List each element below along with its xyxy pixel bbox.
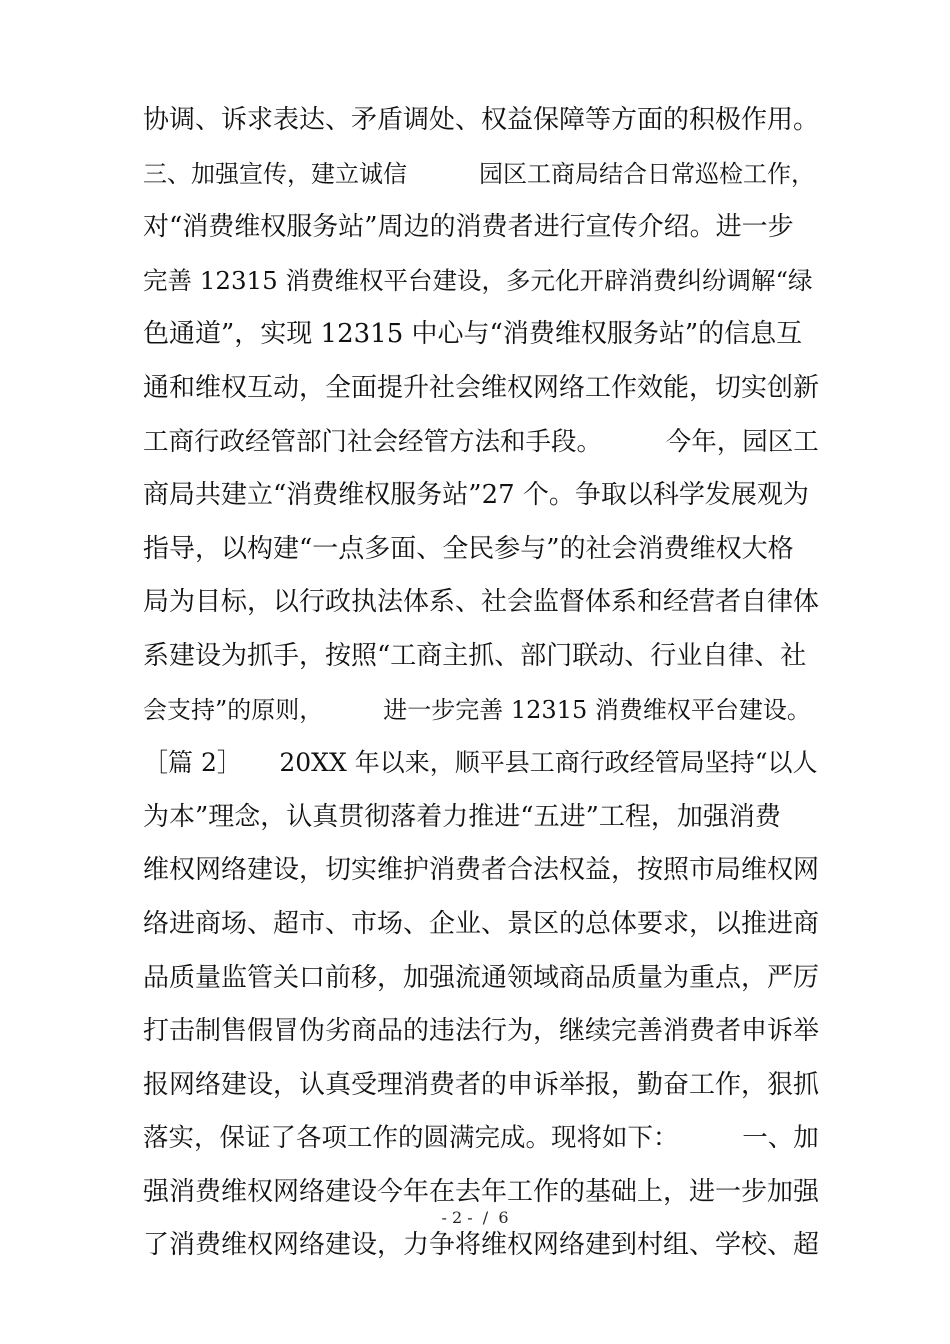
text-line: 工商行政经管部门社会经管方法和手段。 今年，园区工: [143, 426, 819, 457]
text-line: 商局共建立“消费维权服务站”27 个。争取以科学发展观为: [143, 480, 809, 511]
text-line: 会支持”的原则， 进一步完善 12315 消费维权平台建设。: [143, 695, 811, 724]
page-number: - 2 - / 6: [441, 1208, 509, 1227]
document-body: [143, 96, 823, 1275]
text-line: 完善 12315 消费维权平台建设，多元化开辟消费纠纷调解“绿: [143, 265, 813, 295]
text-line: 色通道”，实现 12315 中心与“消费维权服务站”的信息互: [143, 319, 803, 350]
text-line: 落实，保证了各项工作的圆满完成。现将如下： 一、加: [143, 1123, 819, 1154]
text-line: ［篇 2］ 20XX 年以来，顺平县工商行政经管局坚持“以人: [143, 748, 818, 778]
text-line: 协调、诉求表达、矛盾调处、权益保障等方面的积极作用。: [143, 105, 820, 135]
text-line: 为本”理念，认真贯彻落着力推进“五进”工程，加强消费: [143, 801, 781, 832]
text-line: 对“消费维权服务站”周边的消费者进行宣传介绍。进一步: [143, 212, 794, 243]
text-line: 报网络建设，认真受理消费者的申诉举报，勤奋工作，狠抓: [143, 1069, 820, 1100]
text-line: 局为目标，以行政执法体系、社会监督体系和经营者自律体: [143, 587, 820, 618]
text-line: 三、加强宣传，建立诚信 园区工商局结合日常巡检工作，: [143, 159, 815, 188]
text-line: 打击制售假冒伪劣商品的违法行为，继续完善消费者申诉举: [143, 1016, 820, 1047]
text-line: 指导，以构建“一点多面、全民参与”的社会消费维权大格: [143, 533, 794, 564]
text-line: 系建设为抓手，按照“工商主抓、部门联动、行业自律、社: [143, 640, 807, 671]
text-line: 了消费维权网络建设，力争将维权网络建到村组、学校、超: [143, 1230, 820, 1261]
text-line: 络进商场、超市、市场、企业、景区的总体要求，以推进商: [143, 908, 820, 939]
text-line: 维权网络建设，切实维护消费者合法权益，按照市局维权网: [143, 855, 820, 886]
text-line: 品质量监管关口前移，加强流通领域商品质量为重点，严厉: [143, 962, 820, 993]
text-line: 强消费维权网络建设今年在去年工作的基础上，进一步加强: [143, 1176, 820, 1207]
text-line: 通和维权互动，全面提升社会维权网络工作效能，切实创新: [143, 372, 820, 403]
